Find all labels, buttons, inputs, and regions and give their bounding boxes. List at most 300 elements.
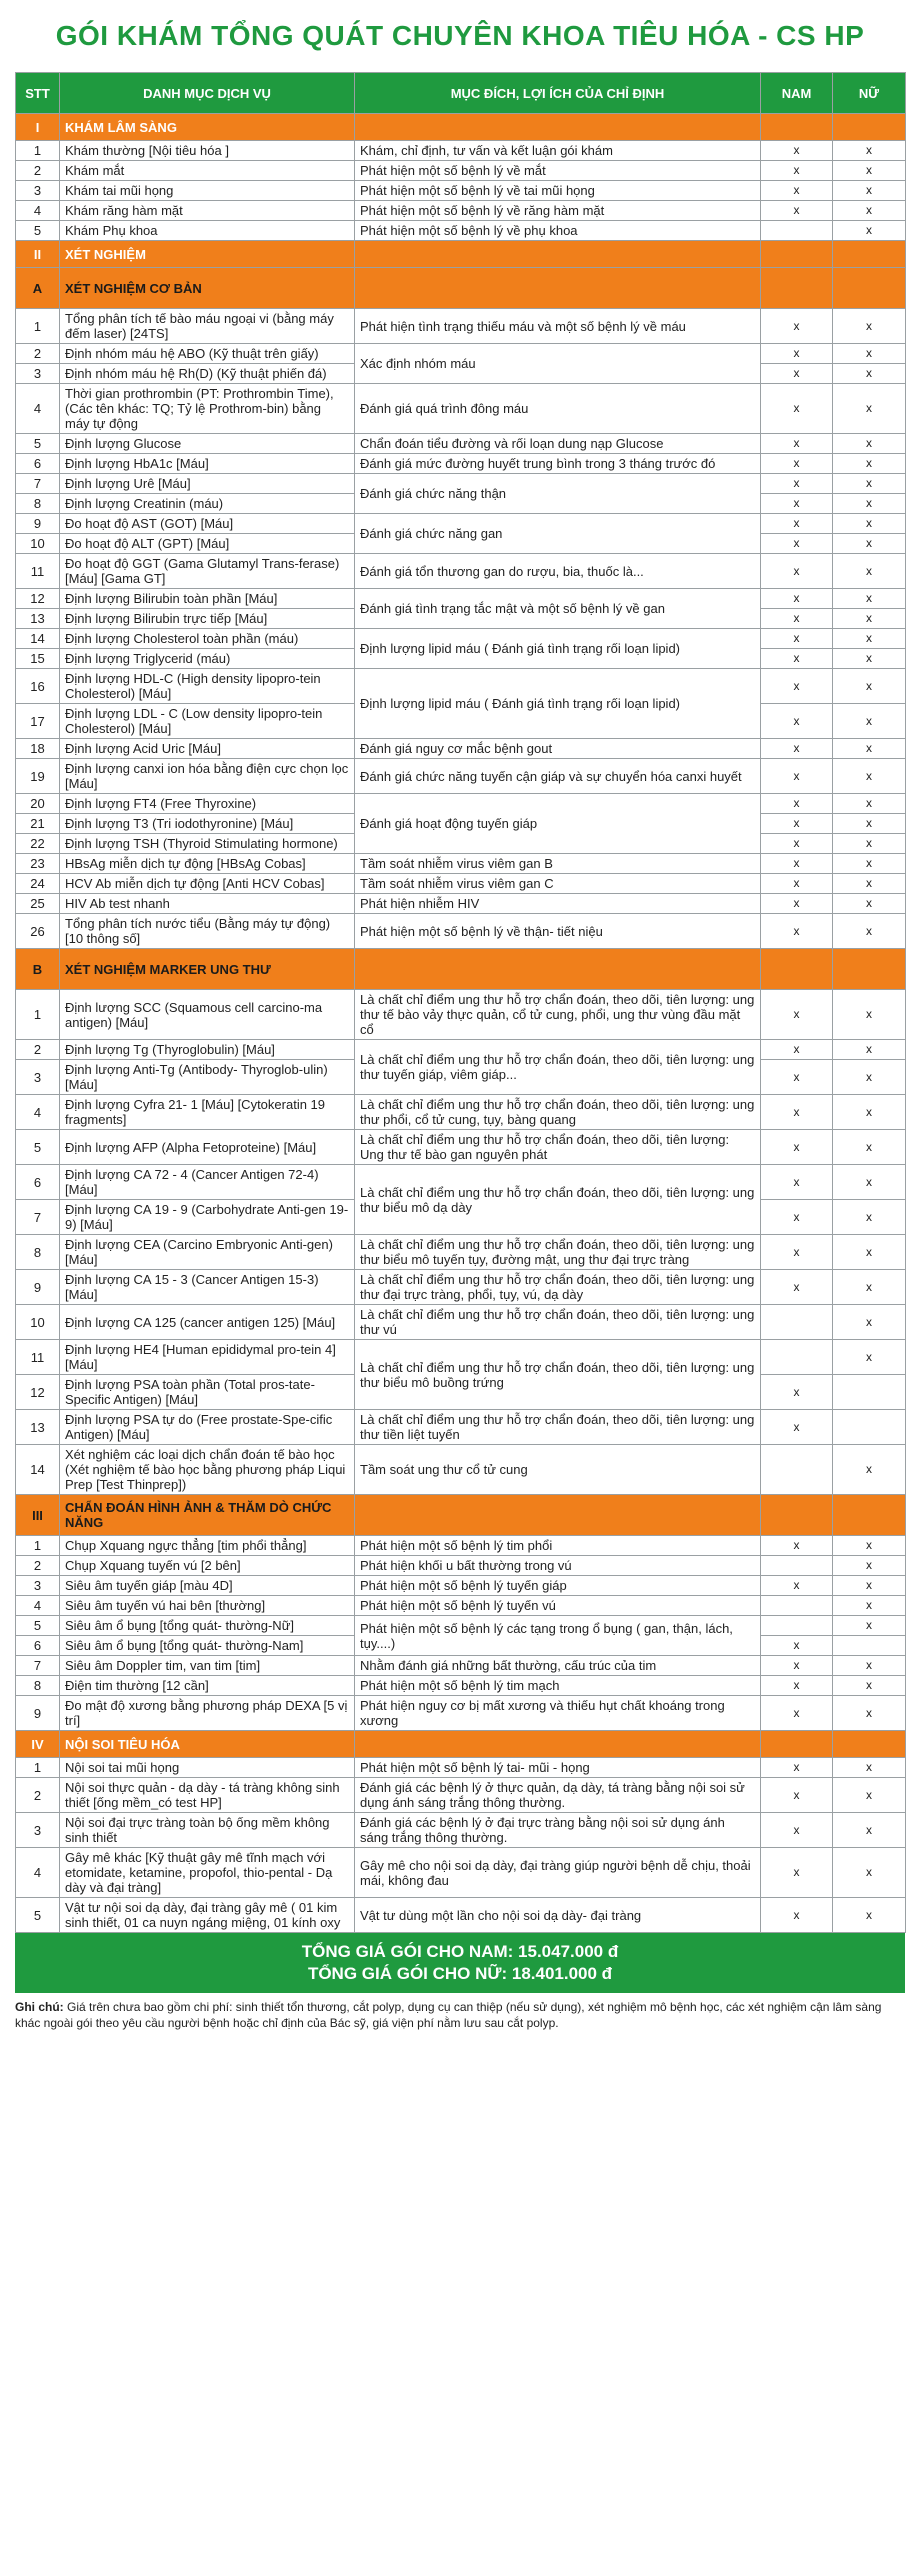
male-mark: x [761,364,833,384]
female-mark: x [833,874,906,894]
section-number: I [16,114,60,141]
footnote [15,1999,905,2031]
service-name: Khám thường [Nội tiêu hóa ] [60,141,355,161]
female-mark [833,1375,906,1410]
male-mark: x [761,914,833,949]
service-name: Siêu âm ổ bụng [tổng quát- thường-Nữ] [60,1616,355,1636]
section-number: IV [16,1731,60,1758]
service-purpose: Đánh giá các bệnh lý ở đại trực tràng bằng nội soi sử dụng ánh sáng trắng thông thường. [355,1813,761,1848]
table-body [16,114,906,1933]
row-number: 9 [16,1696,60,1731]
female-mark: x [833,1445,906,1495]
service-purpose: Phát hiện một số bệnh lý các tạng trong ổ bụng ( gan, thận, lách, tụy....) [355,1616,761,1656]
service-name: Khám tai mũi họng [60,181,355,201]
row-number: 25 [16,894,60,914]
table-row [16,514,906,534]
service-purpose: Là chất chỉ điểm ung thư hỗ trợ chẩn đoán, theo dõi, tiên lượng: ung thư phổi, cổ tử cung, tụy, bàng quang [355,1095,761,1130]
male-mark: x [761,814,833,834]
section-empty-cell [761,241,833,268]
female-mark: x [833,1235,906,1270]
female-mark: x [833,990,906,1040]
service-purpose: Phát hiện một số bệnh lý về phụ khoa [355,221,761,241]
service-purpose: Phát hiện một số bệnh lý tim mạch [355,1676,761,1696]
row-number: 3 [16,1060,60,1095]
table-row [16,201,906,221]
table-row [16,1696,906,1731]
service-purpose: Đánh giá chức năng gan [355,514,761,554]
section-empty-cell [761,114,833,141]
table-row [16,794,906,814]
row-number: 15 [16,649,60,669]
service-name: HIV Ab test nhanh [60,894,355,914]
row-number: 20 [16,794,60,814]
male-mark: x [761,1676,833,1696]
table-row [16,141,906,161]
row-number: 2 [16,1040,60,1060]
female-mark: x [833,1596,906,1616]
female-mark: x [833,1616,906,1636]
service-name: Khám răng hàm mặt [60,201,355,221]
female-mark: x [833,1778,906,1813]
service-purpose: Là chất chỉ điểm ung thư hỗ trợ chẩn đoán, theo dõi, tiên lượng: ung thư tế bào vảy thực quản, cổ tử cung, phổi, ung thư vùng đầu mặt cổ [355,990,761,1040]
male-mark: x [761,1636,833,1656]
row-number: 18 [16,739,60,759]
row-number: 5 [16,434,60,454]
male-mark: x [761,309,833,344]
service-name: Định lượng PSA toàn phần (Total pros-tate-Specific Antigen) [Máu] [60,1375,355,1410]
section-row [16,949,906,990]
female-mark: x [833,1758,906,1778]
female-mark: x [833,609,906,629]
male-mark: x [761,609,833,629]
table-row [16,914,906,949]
male-mark: x [761,739,833,759]
male-mark: x [761,649,833,669]
header-purpose: MỤC ĐÍCH, LỢI ÍCH CỦA CHỈ ĐỊNH [355,73,761,114]
row-number: 5 [16,1616,60,1636]
table-row [16,454,906,474]
male-mark [761,1445,833,1495]
section-row [16,268,906,309]
female-mark: x [833,739,906,759]
table-row [16,1536,906,1556]
service-name: Định lượng SCC (Squamous cell carcino-ma antigen) [Máu] [60,990,355,1040]
service-purpose: Tầm soát nhiễm virus viêm gan C [355,874,761,894]
table-row [16,669,906,704]
male-mark [761,221,833,241]
section-title: CHẨN ĐOÁN HÌNH ẢNH & THĂM DÒ CHỨC NĂNG [60,1495,355,1536]
service-purpose: Phát hiện một số bệnh lý tim phổi [355,1536,761,1556]
row-number: 8 [16,1235,60,1270]
service-name: Đo hoạt độ AST (GOT) [Máu] [60,514,355,534]
female-mark: x [833,554,906,589]
service-name: Vật tư nội soi dạ dày, đại tràng gây mê ( 01 kim sinh thiết, 01 ca nuyn ngáng miệng, 01 kính oxy [60,1898,355,1933]
male-mark: x [761,874,833,894]
female-mark [833,1636,906,1656]
header-female: NỮ [833,73,906,114]
row-number: 3 [16,1813,60,1848]
service-name: Điện tim thường [12 cần] [60,1676,355,1696]
row-number: 26 [16,914,60,949]
male-mark [761,1556,833,1576]
row-number: 12 [16,1375,60,1410]
service-name: Siêu âm tuyến vú hai bên [thường] [60,1596,355,1616]
table-row [16,1270,906,1305]
table-row [16,1898,906,1933]
service-purpose: Phát hiện nguy cơ bị mất xương và thiếu hụt chất khoáng trong xương [355,1696,761,1731]
male-mark [761,1616,833,1636]
male-mark: x [761,1898,833,1933]
male-mark: x [761,434,833,454]
section-empty-cell [355,1495,761,1536]
row-number: 1 [16,1758,60,1778]
female-mark: x [833,1200,906,1235]
table-row [16,1656,906,1676]
table-row [16,1305,906,1340]
row-number: 2 [16,161,60,181]
table-row [16,181,906,201]
service-name: Xét nghiệm các loại dịch chẩn đoán tế bào học (Xét nghiệm tế bào học bằng phương pháp Liqui Prep [Test Thinprep]) [60,1445,355,1495]
row-number: 4 [16,1848,60,1898]
male-mark [761,1596,833,1616]
service-name: Tổng phân tích tế bào máu ngoại vi (bằng máy đếm laser) [24TS] [60,309,355,344]
table-row [16,1556,906,1576]
service-name: Khám mắt [60,161,355,181]
service-purpose: Đánh giá quá trình đông máu [355,384,761,434]
service-name: Định lượng HbA1c [Máu] [60,454,355,474]
row-number: 4 [16,1095,60,1130]
male-mark: x [761,554,833,589]
service-purpose: Phát hiện khối u bất thường trong vú [355,1556,761,1576]
service-name: Định nhóm máu hệ ABO (Kỹ thuật trên giấy) [60,344,355,364]
male-mark: x [761,494,833,514]
male-mark: x [761,834,833,854]
service-purpose: Vật tư dùng một lần cho nội soi dạ dày- đại tràng [355,1898,761,1933]
row-number: 1 [16,990,60,1040]
service-name: Định lượng CA 72 - 4 (Cancer Antigen 72-4) [Máu] [60,1165,355,1200]
section-row [16,1495,906,1536]
service-name: Định lượng TSH (Thyroid Stimulating hormone) [60,834,355,854]
row-number: 5 [16,1898,60,1933]
male-mark: x [761,1848,833,1898]
female-mark: x [833,384,906,434]
note-label: Ghi chú: [15,2000,64,2014]
female-mark: x [833,201,906,221]
female-mark: x [833,454,906,474]
male-mark: x [761,1060,833,1095]
service-purpose: Đánh giá tình trạng tắc mật và một số bệnh lý về gan [355,589,761,629]
female-mark: x [833,669,906,704]
female-mark: x [833,759,906,794]
service-purpose: Đánh giá mức đường huyết trung bình trong 3 tháng trước đó [355,454,761,474]
row-number: 4 [16,384,60,434]
female-mark: x [833,649,906,669]
female-mark: x [833,1095,906,1130]
table-header-row [16,73,906,114]
section-empty-cell [355,241,761,268]
table-row [16,1758,906,1778]
female-mark: x [833,434,906,454]
row-number: 10 [16,1305,60,1340]
service-purpose: Nhằm đánh giá những bất thường, cấu trúc của tim [355,1656,761,1676]
row-number: 2 [16,1556,60,1576]
female-mark: x [833,344,906,364]
service-purpose: Định lượng lipid máu ( Đánh giá tình trạng rối loạn lipid) [355,669,761,739]
row-number: 6 [16,454,60,474]
service-name: Định lượng Tg (Thyroglobulin) [Máu] [60,1040,355,1060]
female-mark: x [833,309,906,344]
service-name: Định lượng T3 (Tri iodothyronine) [Máu] [60,814,355,834]
female-mark: x [833,161,906,181]
table-row [16,1616,906,1636]
section-title: XÉT NGHIỆM MARKER UNG THƯ [60,949,355,990]
male-mark [761,1340,833,1375]
female-mark: x [833,1556,906,1576]
female-mark: x [833,834,906,854]
service-name: Định lượng FT4 (Free Thyroxine) [60,794,355,814]
service-purpose: Đánh giá các bệnh lý ở thực quản, dạ dày, tá tràng bằng nội soi sử dụng ánh sáng trắng thông thường. [355,1778,761,1813]
row-number: 3 [16,181,60,201]
service-purpose: Là chất chỉ điểm ung thư hỗ trợ chẩn đoán, theo dõi, tiên lượng: ung thư tuyến giáp, viêm giáp... [355,1040,761,1095]
row-number: 23 [16,854,60,874]
service-purpose: Định lượng lipid máu ( Đánh giá tình trạng rối loạn lipid) [355,629,761,669]
female-mark: x [833,1676,906,1696]
row-number: 7 [16,1200,60,1235]
service-name: Nội soi tai mũi họng [60,1758,355,1778]
male-mark: x [761,589,833,609]
female-mark: x [833,494,906,514]
service-purpose: Là chất chỉ điểm ung thư hỗ trợ chẩn đoán, theo dõi, tiên lượng: ung thư vú [355,1305,761,1340]
section-empty-cell [355,114,761,141]
service-name: Định lượng Cyfra 21- 1 [Máu] [Cytokeratin 19 fragments] [60,1095,355,1130]
table-row [16,1813,906,1848]
service-name: Định lượng Creatinin (máu) [60,494,355,514]
service-name: HCV Ab miễn dịch tự động [Anti HCV Cobas] [60,874,355,894]
male-mark: x [761,474,833,494]
table-row [16,554,906,589]
service-purpose: Đánh giá nguy cơ mắc bệnh gout [355,739,761,759]
section-empty-cell [833,1731,906,1758]
row-number: 14 [16,629,60,649]
female-mark: x [833,534,906,554]
female-mark: x [833,1813,906,1848]
row-number: 7 [16,1656,60,1676]
service-purpose: Khám, chỉ định, tư vấn và kết luận gói khám [355,141,761,161]
row-number: 16 [16,669,60,704]
row-number: 8 [16,494,60,514]
service-name: Định lượng Acid Uric [Máu] [60,739,355,759]
row-number: 5 [16,1130,60,1165]
service-name: HBsAg miễn dịch tự động [HBsAg Cobas] [60,854,355,874]
table-row [16,1130,906,1165]
section-number: B [16,949,60,990]
table-row [16,434,906,454]
service-name: Định lượng CA 15 - 3 (Cancer Antigen 15-3) [Máu] [60,1270,355,1305]
service-name: Siêu âm tuyến giáp [màu 4D] [60,1576,355,1596]
service-name: Chụp Xquang ngực thẳng [tim phổi thẳng] [60,1536,355,1556]
female-mark: x [833,1060,906,1095]
female-mark [833,1410,906,1445]
section-empty-cell [355,949,761,990]
service-name: Tổng phân tích nước tiểu (Bằng máy tự động) [10 thông số] [60,914,355,949]
row-number: 19 [16,759,60,794]
female-mark: x [833,794,906,814]
service-purpose: Tầm soát nhiễm virus viêm gan B [355,854,761,874]
female-mark: x [833,514,906,534]
service-name: Định lượng Anti-Tg (Antibody- Thyroglob-ulin) [Máu] [60,1060,355,1095]
male-mark [761,1305,833,1340]
male-mark: x [761,514,833,534]
row-number: 2 [16,1778,60,1813]
table-row [16,874,906,894]
section-empty-cell [761,1495,833,1536]
service-purpose: Là chất chỉ điểm ung thư hỗ trợ chẩn đoán, theo dõi, tiên lượng: ung thư tiền liệt tuyến [355,1410,761,1445]
service-name: Định lượng HE4 [Human epididymal pro-tein 4] [Máu] [60,1340,355,1375]
section-title: XÉT NGHIỆM CƠ BẢN [60,268,355,309]
section-empty-cell [833,949,906,990]
service-name: Khám Phụ khoa [60,221,355,241]
service-purpose: Là chất chỉ điểm ung thư hỗ trợ chẩn đoán, theo dõi, tiên lượng: ung thư biểu mô tuyến tụy, đường mật, ung thư đại trực tràng [355,1235,761,1270]
table-row [16,990,906,1040]
row-number: 7 [16,474,60,494]
section-title: KHÁM LÂM SÀNG [60,114,355,141]
service-purpose: Phát hiện tình trạng thiếu máu và một số bệnh lý về máu [355,309,761,344]
service-name: Định lượng LDL - C (Low density lipopro-tein Cholesterol) [Máu] [60,704,355,739]
row-number: 10 [16,534,60,554]
section-empty-cell [761,949,833,990]
male-mark: x [761,629,833,649]
service-name: Chụp Xquang tuyến vú [2 bên] [60,1556,355,1576]
table-row [16,1576,906,1596]
male-mark: x [761,384,833,434]
male-mark: x [761,1656,833,1676]
row-number: 13 [16,609,60,629]
table-row [16,1095,906,1130]
female-mark: x [833,1696,906,1731]
total-male: TỔNG GIÁ GÓI CHO NAM: 15.047.000 đ [301,1942,619,1961]
male-mark: x [761,854,833,874]
male-mark: x [761,1095,833,1130]
table-row [16,474,906,494]
section-row [16,1731,906,1758]
service-name: Định lượng PSA tự do (Free prostate-Spe-cific Antigen) [Máu] [60,1410,355,1445]
service-purpose: Phát hiện một số bệnh lý tai- mũi - họng [355,1758,761,1778]
section-empty-cell [761,268,833,309]
section-empty-cell [833,114,906,141]
row-number: 6 [16,1165,60,1200]
service-purpose: Phát hiện nhiễm HIV [355,894,761,914]
service-purpose: Phát hiện một số bệnh lý về răng hàm mặt [355,201,761,221]
section-title: NỘI SOI TIÊU HÓA [60,1731,355,1758]
section-number: II [16,241,60,268]
table-row [16,221,906,241]
service-purpose: Là chất chỉ điểm ung thư hỗ trợ chẩn đoán, theo dõi, tiên lượng: ung thư biểu mô dạ dày [355,1165,761,1235]
female-mark: x [833,1848,906,1898]
male-mark: x [761,990,833,1040]
row-number: 9 [16,1270,60,1305]
female-mark: x [833,589,906,609]
service-name: Siêu âm Doppler tim, van tim [tim] [60,1656,355,1676]
service-name: Định lượng CA 125 (cancer antigen 125) [Máu] [60,1305,355,1340]
male-mark: x [761,201,833,221]
female-mark: x [833,854,906,874]
row-number: 13 [16,1410,60,1445]
row-number: 11 [16,1340,60,1375]
service-purpose: Phát hiện một số bệnh lý tuyến giáp [355,1576,761,1596]
male-mark: x [761,141,833,161]
service-name: Đo hoạt độ GGT (Gama Glutamyl Trans-ferase) [Máu] [Gama GT] [60,554,355,589]
male-mark: x [761,1130,833,1165]
male-mark: x [761,1778,833,1813]
service-name: Định lượng Bilirubin toàn phần [Máu] [60,589,355,609]
table-row [16,1778,906,1813]
female-mark: x [833,1656,906,1676]
row-number: 6 [16,1636,60,1656]
table-row [16,1165,906,1200]
male-mark: x [761,794,833,814]
row-number: 21 [16,814,60,834]
row-number: 1 [16,1536,60,1556]
service-name: Siêu âm ổ bụng [tổng quát- thường-Nam] [60,1636,355,1656]
female-mark: x [833,1305,906,1340]
service-name: Định lượng AFP (Alpha Fetoproteine) [Máu] [60,1130,355,1165]
female-mark: x [833,1130,906,1165]
service-purpose: Phát hiện một số bệnh lý tuyến vú [355,1596,761,1616]
male-mark: x [761,1576,833,1596]
male-mark: x [761,1270,833,1305]
section-number: A [16,268,60,309]
male-mark: x [761,181,833,201]
service-name: Định nhóm máu hệ Rh(D) (Kỹ thuật phiến đá) [60,364,355,384]
table-row [16,1676,906,1696]
section-empty-cell [355,268,761,309]
male-mark: x [761,1410,833,1445]
male-mark: x [761,1536,833,1556]
male-mark: x [761,894,833,914]
female-mark: x [833,814,906,834]
table-row [16,1410,906,1445]
row-number: 3 [16,1576,60,1596]
male-mark: x [761,1813,833,1848]
table-row [16,759,906,794]
female-mark: x [833,474,906,494]
row-number: 22 [16,834,60,854]
service-name: Định lượng Glucose [60,434,355,454]
row-number: 4 [16,1596,60,1616]
section-number: III [16,1495,60,1536]
female-mark: x [833,1576,906,1596]
service-name: Định lượng canxi ion hóa bằng điện cực chọn lọc [Máu] [60,759,355,794]
service-purpose: Gây mê cho nội soi dạ dày, đại tràng giúp người bệnh dễ chịu, thoải mái, không đau [355,1848,761,1898]
header-stt: STT [16,73,60,114]
row-number: 8 [16,1676,60,1696]
female-mark: x [833,894,906,914]
female-mark: x [833,1340,906,1375]
male-mark: x [761,704,833,739]
table-row [16,894,906,914]
total-female: TỔNG GIÁ GÓI CHO NỮ: 18.401.000 đ [307,1964,613,1983]
service-name: Định lượng CEA (Carcino Embryonic Anti-gen) [Máu] [60,1235,355,1270]
service-purpose: Là chất chỉ điểm ung thư hỗ trợ chẩn đoán, theo dõi, tiên lượng: ung thư đại trực tràng, phổi, tụy, vú, dạ dày [355,1270,761,1305]
row-number: 4 [16,201,60,221]
service-purpose: Tầm soát ung thư cổ tử cung [355,1445,761,1495]
table-row [16,589,906,609]
section-empty-cell [833,268,906,309]
note-text: Giá trên chưa bao gồm chi phí: sinh thiết tổn thương, cắt polyp, dụng cụ can thiệp (nếu sử dụng), xét nghiệm mô bệnh học, các xét nghiệm cận lâm sàng khác ngoài gói theo yêu cầu người bệnh hoặc chỉ định của Bác sỹ, giá viện phí nằm lưu sau cắt polyp. [15,2000,882,2030]
table-row [16,739,906,759]
section-empty-cell [355,1731,761,1758]
female-mark: x [833,914,906,949]
